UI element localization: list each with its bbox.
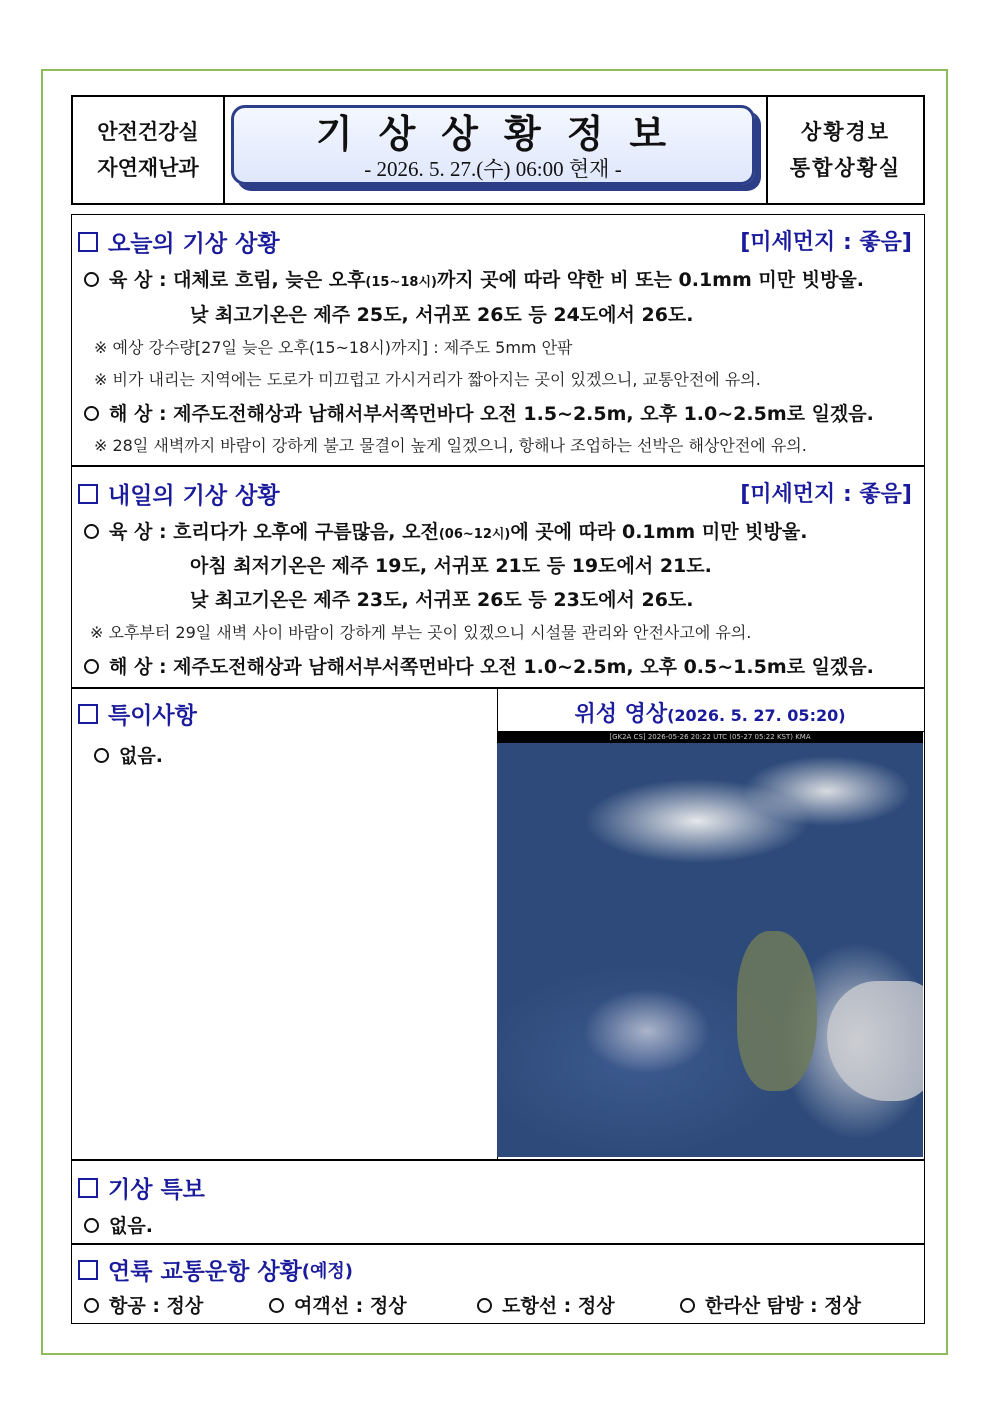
tomorrow-section	[71, 466, 925, 688]
land-time: (06~12시)	[438, 527, 511, 542]
situation-room	[766, 97, 923, 203]
traffic-title-text: 연륙 교통운항 상황	[108, 1259, 302, 1285]
satellite-title-text: 위성 영상	[574, 702, 668, 727]
warning-title	[78, 1171, 205, 1204]
land-label: 육 상 :	[109, 521, 167, 543]
traffic-title-suffix: (예정)	[301, 1260, 353, 1282]
today-land-line1	[84, 265, 864, 292]
satellite-time: (2026. 5. 27. 05:20)	[667, 706, 846, 725]
circle-bullet-icon	[84, 524, 99, 539]
circle-bullet-icon	[84, 659, 99, 674]
issuer-line-2: 자연재난과	[97, 156, 199, 180]
title-box	[231, 105, 755, 185]
circle-bullet-icon	[84, 1298, 99, 1313]
special-title-text: 특이사항	[108, 703, 197, 729]
checkbox-icon	[78, 1178, 98, 1198]
special-item	[94, 741, 163, 768]
circle-bullet-icon	[269, 1298, 284, 1313]
traffic-item-text: 도항선 : 정상	[502, 1295, 615, 1317]
land-time: (15~18시)	[365, 275, 437, 290]
japan-cloud-shape	[827, 981, 923, 1101]
korean-peninsula-shape	[737, 931, 817, 1091]
traffic-item-hallasan	[680, 1291, 861, 1318]
tomorrow-land-line3: 낮 최고기온은 제주 23도, 서귀포 26도 등 23도에서 26도.	[190, 589, 694, 611]
today-section	[71, 214, 925, 466]
circle-bullet-icon	[94, 748, 109, 763]
land-text: 흐리다가 오후에 구름많음, 오전	[173, 521, 439, 543]
circle-bullet-icon	[84, 1218, 99, 1233]
today-note2: ※ 비가 내리는 지역에는 도로가 미끄럽고 가시거리가 짧아지는 곳이 있겠으니, 교통안전에 유의.	[94, 370, 761, 389]
today-note1: ※ 예상 강수량[27일 늦은 오후(15~18시)까지] : 제주도 5mm 안팎	[94, 338, 573, 357]
tomorrow-land-line2: 아침 최저기온은 제주 19도, 서귀포 21도 등 19도에서 21도.	[190, 555, 712, 577]
tomorrow-title-text: 내일의 기상 상황	[108, 483, 280, 509]
sea-label: 해 상 :	[109, 656, 167, 678]
satellite-image	[497, 731, 923, 1157]
land-text: 에 곳에 따라 0.1mm 미만 빗방울.	[510, 521, 808, 543]
tomorrow-sea-line	[84, 652, 874, 679]
land-text: 대체로 흐림, 늦은 오후	[173, 269, 366, 291]
issuer-department	[73, 97, 225, 203]
room-line-1: 상황경보	[800, 120, 891, 144]
traffic-item-island-ferry	[477, 1291, 615, 1318]
special-title	[78, 697, 197, 730]
today-sea-line	[84, 399, 874, 426]
tomorrow-dust: [미세먼지 : 좋음]	[740, 482, 912, 507]
sea-text: 제주도전해상과 남해서부서쪽먼바다 오전 1.5~2.5m, 오후 1.0~2.5m로 일겠음.	[173, 403, 874, 425]
warning-item	[84, 1211, 153, 1238]
room-line-2: 통합상황실	[789, 156, 902, 180]
checkbox-icon	[78, 232, 98, 252]
tomorrow-land-line1	[84, 517, 807, 544]
circle-bullet-icon	[84, 406, 99, 421]
traffic-item-air	[84, 1291, 203, 1318]
circle-bullet-icon	[84, 272, 99, 287]
traffic-title	[78, 1253, 353, 1286]
traffic-item-text: 한라산 탐방 : 정상	[705, 1295, 861, 1317]
satellite-title	[497, 697, 923, 728]
today-title-text: 오늘의 기상 상황	[108, 231, 280, 257]
sea-text: 제주도전해상과 남해서부서쪽먼바다 오전 1.0~2.5m, 오후 0.5~1.5m로 일겠음.	[173, 656, 874, 678]
sea-label: 해 상 :	[109, 403, 167, 425]
issuer-line-1: 안전건강실	[97, 120, 199, 144]
checkbox-icon	[78, 704, 98, 724]
checkbox-icon	[78, 484, 98, 504]
traffic-item-text: 여객선 : 정상	[294, 1295, 407, 1317]
today-title	[78, 225, 280, 258]
today-note3: ※ 28일 새벽까지 바람이 강하게 불고 물결이 높게 일겠으니, 항해나 조업하는 선박은 해상안전에 유의.	[94, 436, 807, 455]
special-item-text: 없음.	[119, 745, 163, 767]
document-header	[71, 95, 925, 205]
traffic-item-ferry	[269, 1291, 407, 1318]
satellite-banner: [GK2A CS] 2026-05-26 20:22 UTC (05-27 05:22 KST) KMA	[497, 731, 923, 743]
tomorrow-title	[78, 477, 280, 510]
circle-bullet-icon	[680, 1298, 695, 1313]
circle-bullet-icon	[477, 1298, 492, 1313]
land-label: 육 상 :	[109, 269, 167, 291]
land-text: 까지 곳에 따라 약한 비 또는 0.1mm 미만 빗방울.	[436, 269, 864, 291]
document-date: - 2026. 5. 27.(수) 06:00 현재 -	[364, 157, 622, 181]
tomorrow-note1: ※ 오후부터 29일 새벽 사이 바람이 강하게 부는 곳이 있겠으니 시설물 관리와 안전사고에 유의.	[90, 623, 752, 642]
warning-title-text: 기상 특보	[108, 1177, 205, 1203]
traffic-item-text: 항공 : 정상	[109, 1295, 204, 1317]
today-land-line2: 낮 최고기온은 제주 25도, 서귀포 26도 등 24도에서 26도.	[190, 304, 694, 326]
warning-item-text: 없음.	[109, 1215, 153, 1237]
checkbox-icon	[78, 1260, 98, 1280]
document-title: 기상상황정보	[315, 111, 693, 156]
today-dust: [미세먼지 : 좋음]	[740, 230, 912, 255]
warning-section	[71, 1160, 925, 1244]
traffic-section	[71, 1244, 925, 1324]
